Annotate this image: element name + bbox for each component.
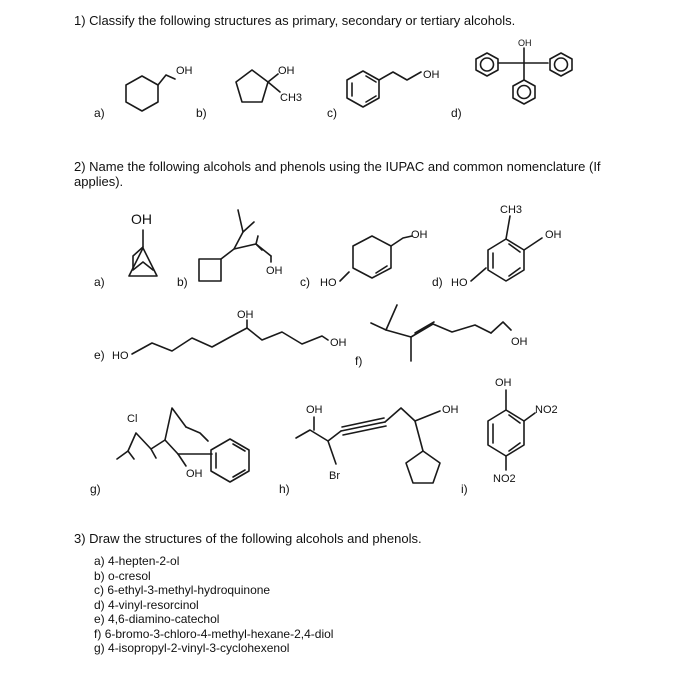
q2h-bromo-alkyne-diol (296, 408, 440, 483)
q2e-oh-label-top: OH (237, 309, 254, 321)
q2-label-e: e) (94, 348, 105, 362)
q2h-oh-label-right: OH (442, 404, 459, 416)
q2c-oh-label: OH (411, 229, 428, 241)
q2i-oh-label: OH (495, 377, 512, 389)
q1-label-d: d) (451, 106, 462, 120)
q2g-oh-label: OH (186, 468, 203, 480)
q2a-cyclopropylmethanol (129, 230, 157, 276)
q3-item-g: g) 4-isopropyl-2-vinyl-3-cyclohexenol (94, 641, 290, 655)
q3-item-c: c) 6-ethyl-3-methyl-hydroquinone (94, 583, 271, 597)
q2c-cyclohexenediol (340, 236, 412, 281)
q3-item-d: d) 4-vinyl-resorcinol (94, 597, 199, 612)
q2d-ch3-label: CH3 (500, 204, 523, 216)
q2-label-f: f) (355, 354, 363, 368)
q1-label-c: c) (327, 106, 337, 120)
q2i-no2-label-bottom: NO2 (493, 473, 516, 485)
q2-label-i: i) (461, 482, 468, 496)
question-1-text: 1) Classify the following structures as primary, secondary or tertiary alcohols. (74, 13, 516, 28)
q2-label-d: d) (432, 275, 443, 289)
q2d-ho-label: HO (451, 277, 468, 289)
q2-label-g: g) (90, 482, 101, 496)
q2a-oh-label: OH (131, 211, 152, 227)
q1a-oh-label: OH (176, 65, 193, 77)
q1c-phenylpropanol (347, 71, 421, 107)
q2c-ho-label: HO (320, 277, 337, 289)
q1b-methylcyclopentanol (236, 70, 280, 102)
q2g-cl-label: Cl (127, 413, 138, 425)
q2e-ho-label: HO (112, 350, 129, 362)
q3-item-e: e) 4,6-diamino-catechol (94, 612, 220, 626)
q2-label-b: b) (177, 275, 188, 289)
q2b-cyclobutyl-alcohol (199, 210, 271, 281)
q2i-dinitrophenol (488, 390, 535, 470)
q2-label-a: a) (94, 275, 105, 289)
q3-name-list (94, 554, 333, 656)
q2-label-h: h) (279, 482, 290, 496)
q2e-octanediol-chain (132, 320, 328, 354)
q3-item-b: b) o-cresol (94, 568, 151, 583)
q2i-no2-label-right: NO2 (535, 404, 558, 416)
q2d-methyl-catechol (471, 216, 542, 281)
question-2-text: 2) Name the following alcohols and phenols using the IUPAC and common nomenclature (If applies). (74, 159, 601, 189)
q1d-triphenylmethanol (476, 48, 572, 104)
q1-label-b: b) (196, 106, 207, 120)
q1c-oh-label: OH (423, 69, 440, 81)
q2b-oh-label: OH (266, 265, 283, 277)
q2f-alkene-alcohol (371, 305, 511, 361)
question-3-text: 3) Draw the structures of the following alcohols and phenols. (74, 531, 422, 546)
q1a-cyclohexylmethanol (126, 75, 175, 111)
q2e-oh-label-right: OH (330, 337, 347, 349)
q3-item-a: a) 4-hepten-2-ol (94, 554, 180, 568)
q2d-oh-label: OH (545, 229, 562, 241)
q2h-oh-label-left: OH (306, 404, 323, 416)
q2f-oh-label: OH (511, 336, 528, 348)
q1d-oh-label: OH (518, 38, 532, 48)
q1b-oh-label: OH (278, 65, 295, 77)
q1b-ch3-label: CH3 (280, 92, 303, 104)
q1-label-a: a) (94, 106, 105, 120)
q3-item-f: f) 6-bromo-3-chloro-4-methyl-hexane-2,4-diol (94, 626, 334, 641)
q2h-br-label: Br (329, 470, 340, 482)
q2-label-c: c) (300, 275, 310, 289)
